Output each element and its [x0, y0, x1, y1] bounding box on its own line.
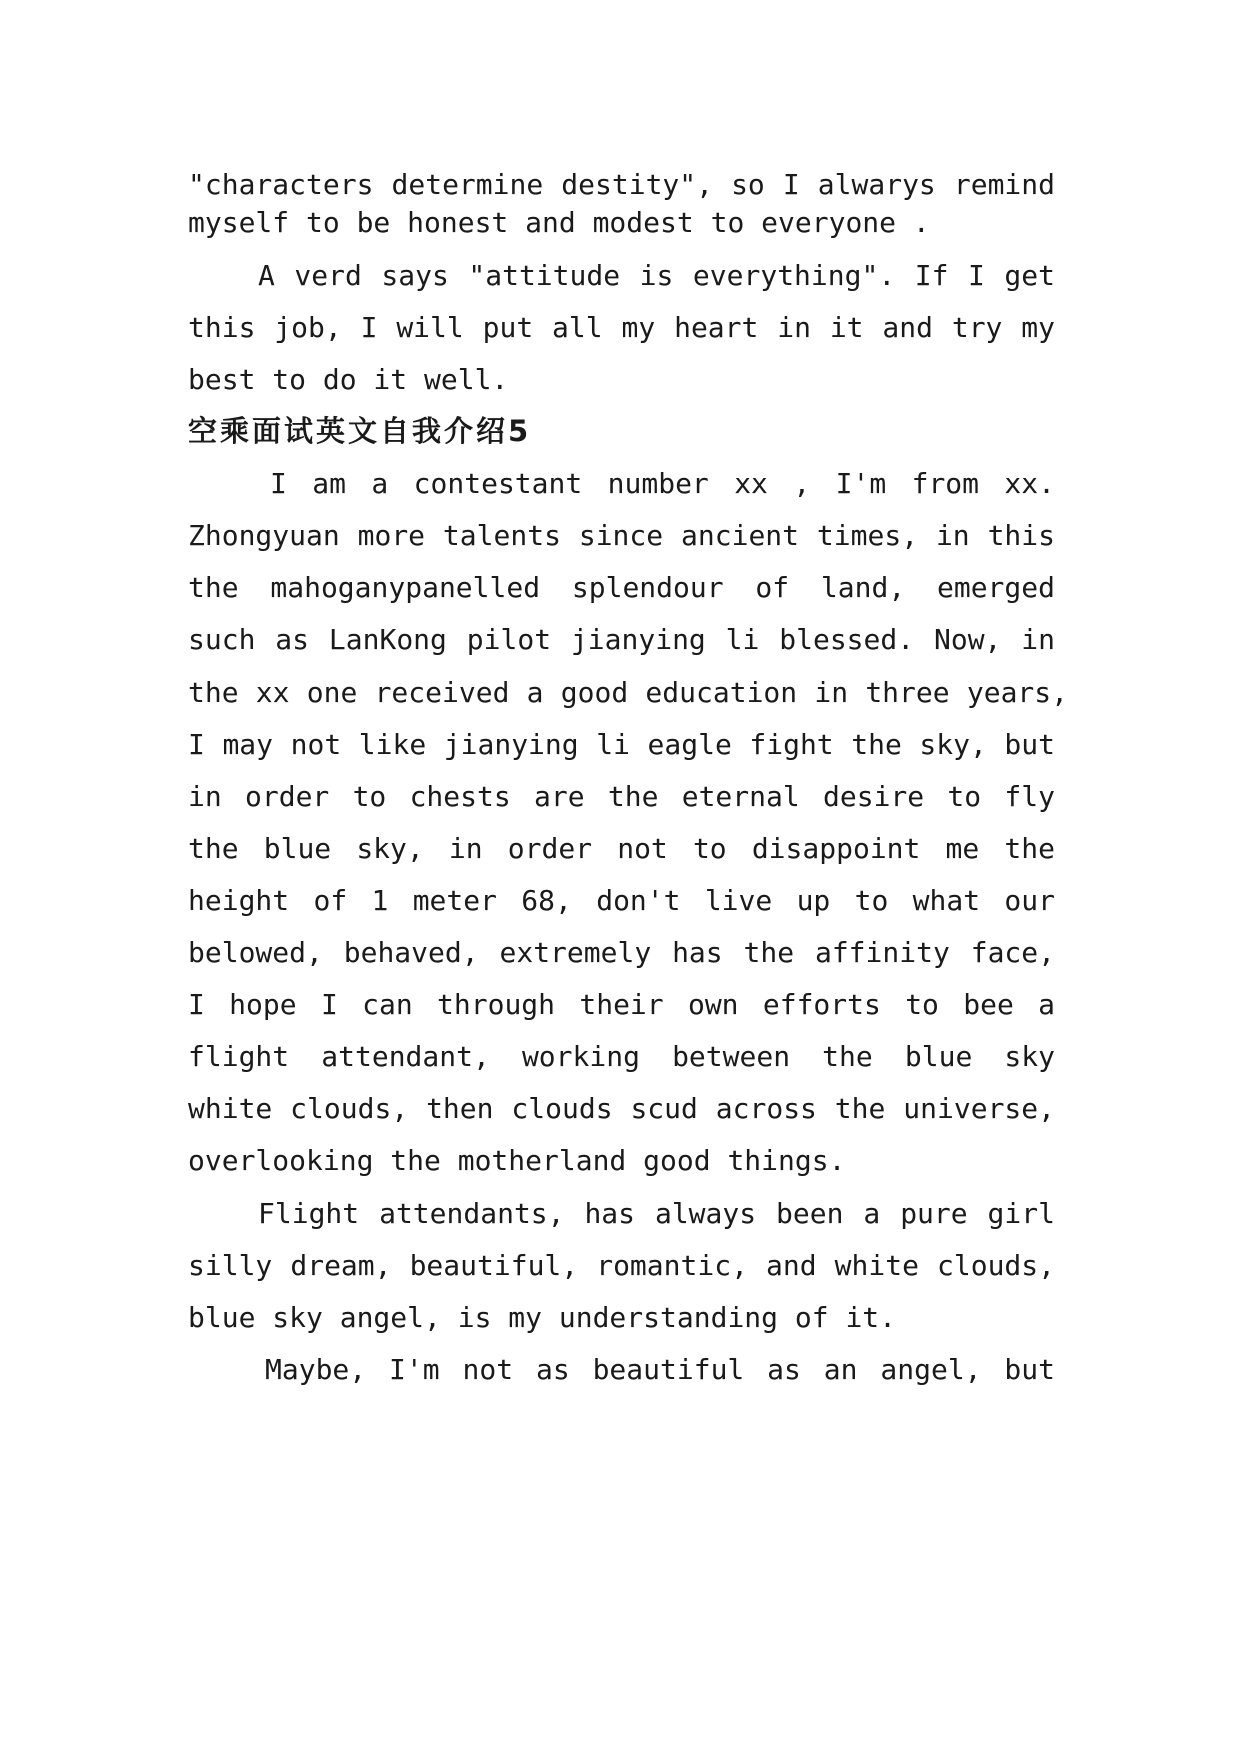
text-line: Flight attendants, has always been a pure girl [258, 1197, 1055, 1230]
text-line: white clouds, then clouds scud across the universe, [188, 1092, 1055, 1125]
section-heading: 空乘面试英文自我介绍5 [188, 414, 532, 448]
text-line: such as LanKong pilot jianying li blessed. Now, in [188, 623, 1055, 656]
text-line: flight attendant, working between the blue sky [188, 1040, 1055, 1073]
text-line: in order to chests are the eternal desire to fly [188, 780, 1055, 813]
text-line: I hope I can through their own efforts to bee a [188, 988, 1055, 1021]
text-line: this job, I will put all my heart in it and try my [188, 311, 1055, 344]
text-line: the xx one received a good education in three years, [188, 676, 1068, 709]
text-line: silly dream, beautiful, romantic, and white clouds, [188, 1249, 1055, 1282]
text-line: belowed, behaved, extremely has the affinity face, [188, 936, 1055, 969]
text-line: Zhongyuan more talents since ancient times, in this [188, 519, 1055, 552]
text-line: myself to be honest and modest to everyone . [188, 206, 930, 239]
text-line: Maybe, I'm not as beautiful as an angel, but [265, 1353, 1055, 1386]
text-line: the blue sky, in order not to disappoint me the [188, 832, 1055, 865]
text-line: A verd says "attitude is everything". If I get [258, 259, 1055, 292]
text-line: the mahoganypanelled splendour of land, emerged [188, 571, 1055, 604]
text-line: blue sky angel, is my understanding of it. [188, 1301, 897, 1334]
text-line: height of 1 meter 68, don't live up to what our [188, 884, 1055, 917]
text-line: I may not like jianying li eagle fight the sky, but [188, 728, 1055, 761]
text-line: best to do it well. [188, 363, 509, 396]
text-line: I am a contestant number xx , I'm from xx. [270, 467, 1055, 500]
text-line: "characters determine destity", so I alwarys remind [188, 168, 1055, 201]
text-line: overlooking the motherland good things. [188, 1144, 846, 1177]
